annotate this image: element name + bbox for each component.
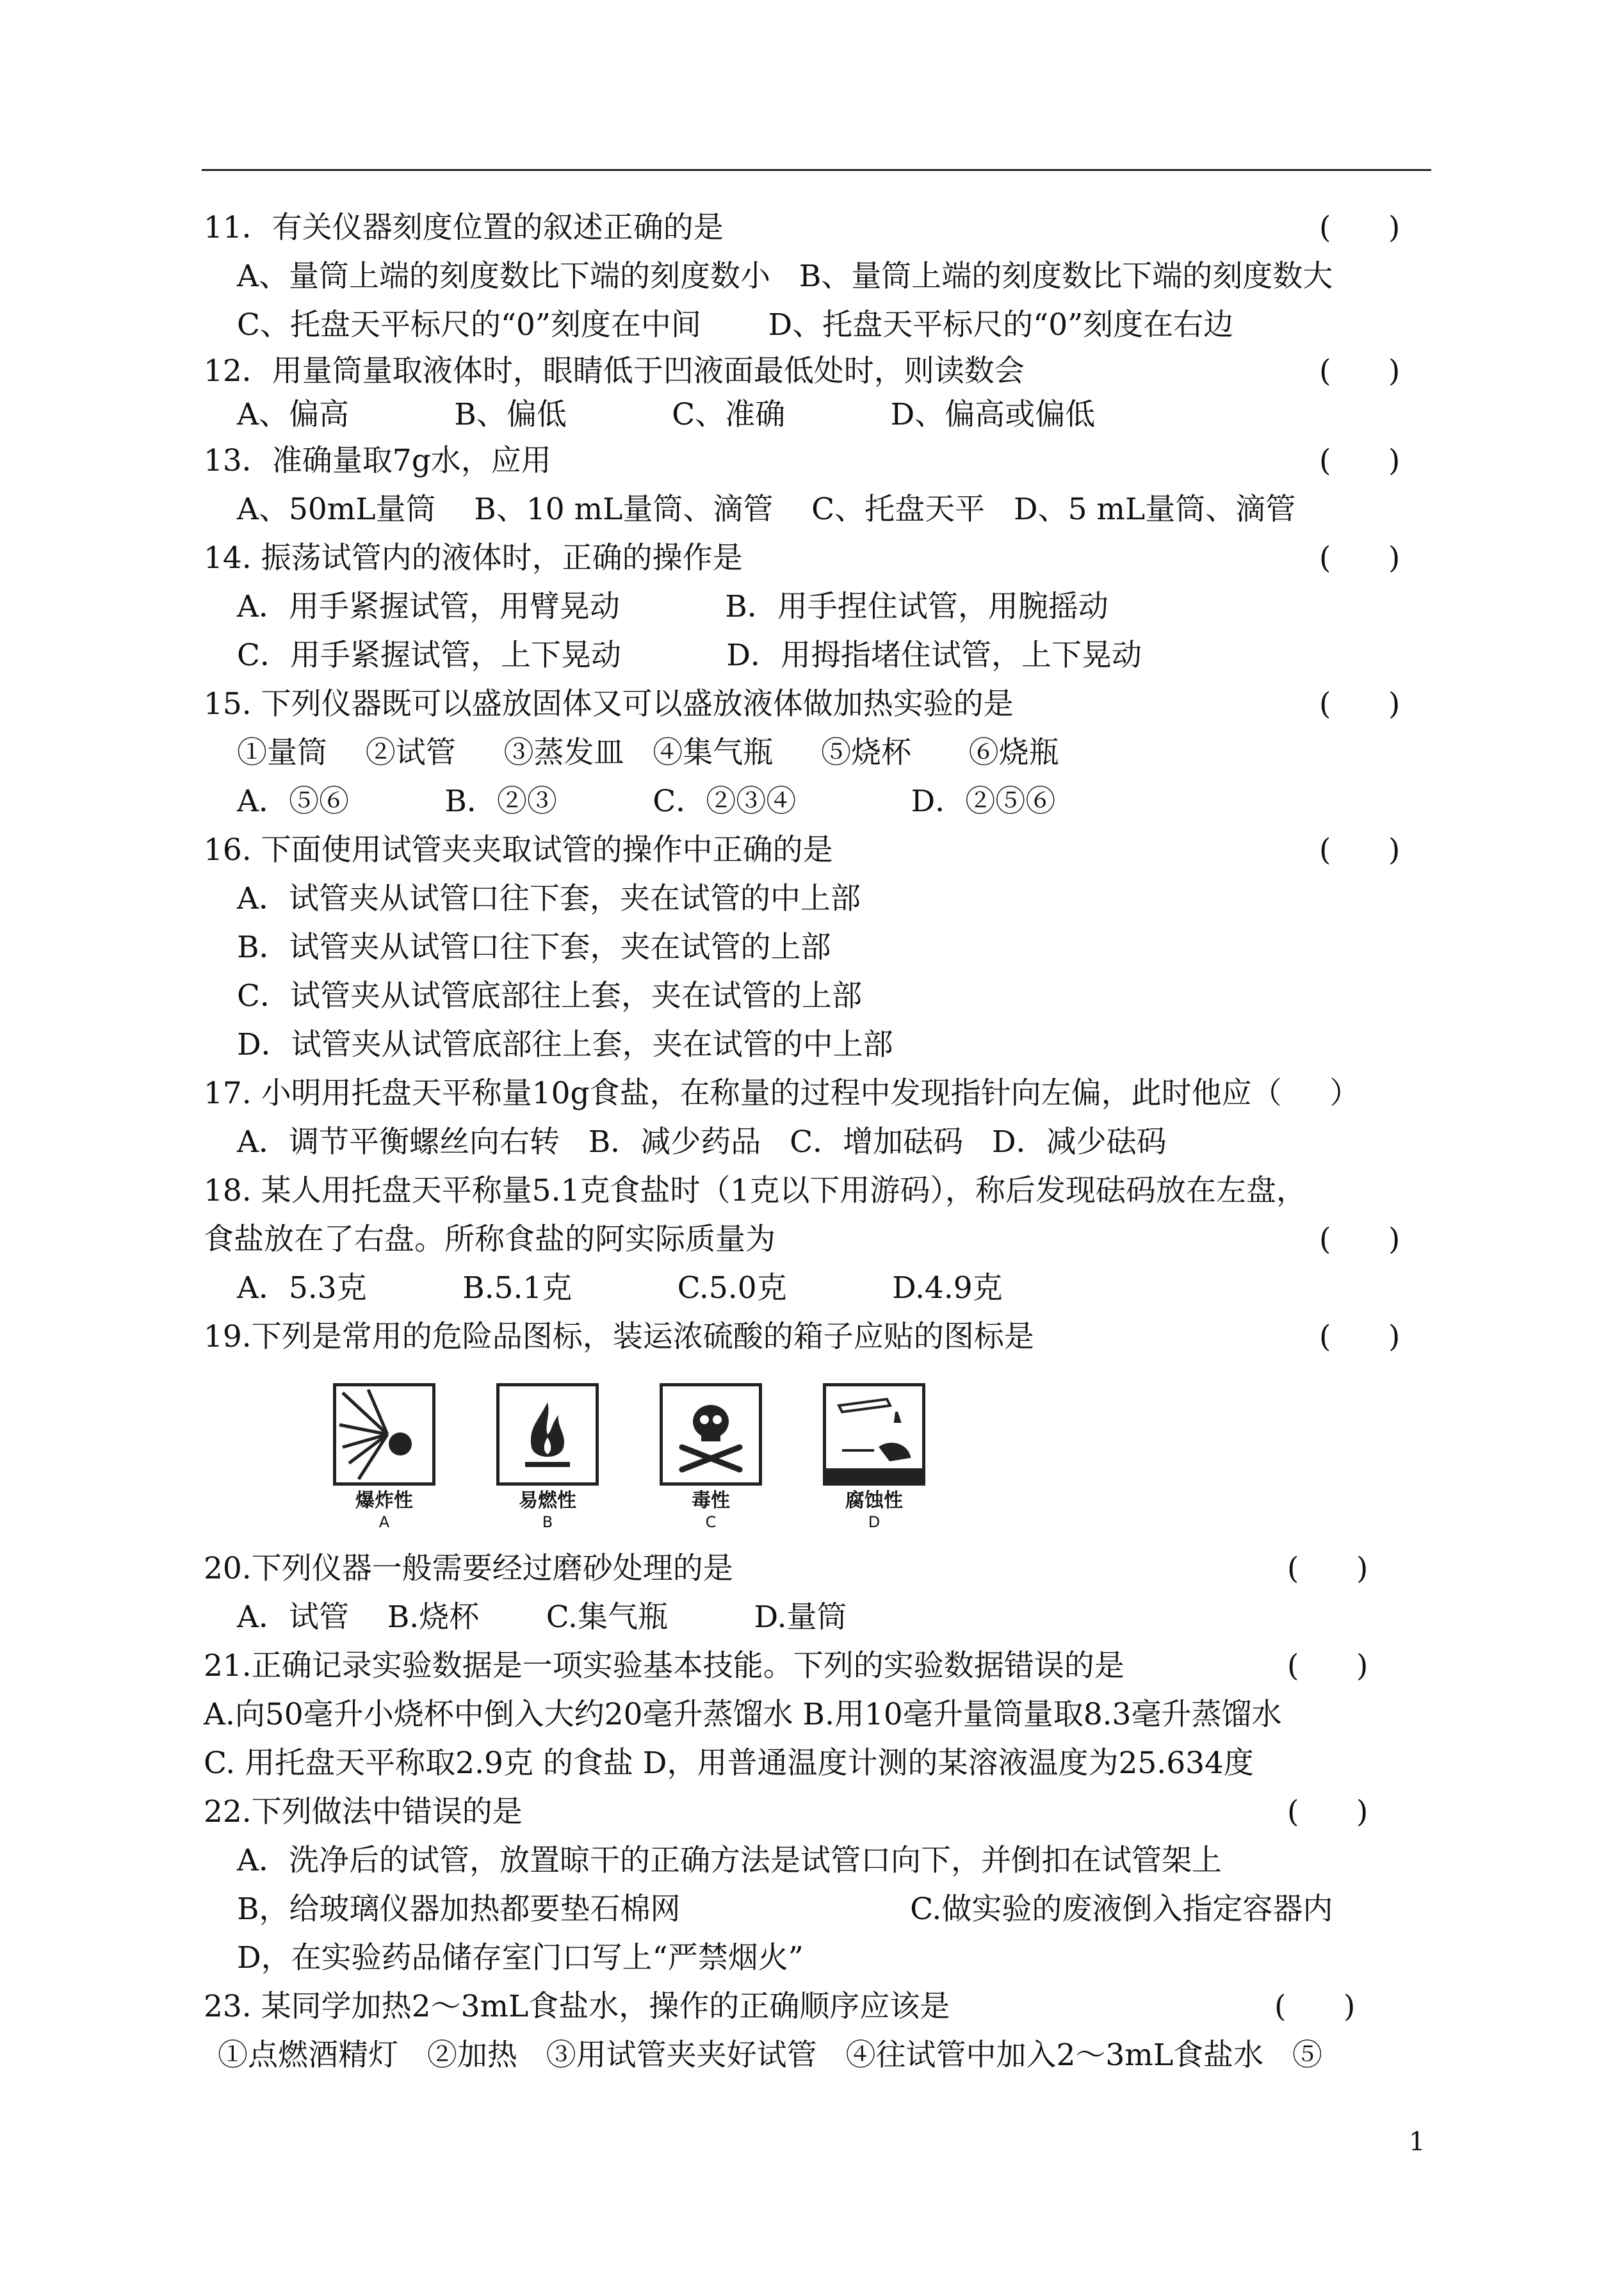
hazard-icons-figure [301, 1383, 1005, 1550]
question-14: 14. 振荡试管内的液体时，正确的操作是 [204, 540, 743, 576]
question-11: 11．有关仪器刻度位置的叙述正确的是 [204, 210, 724, 245]
option-line: A．试管夹从试管口往下套，夹在试管的中上部 [237, 881, 861, 916]
hazard-letter: D [868, 1513, 881, 1531]
hazard-letter: A [378, 1513, 390, 1531]
option-line: D．试管夹从试管底部往上套，夹在试管的中上部 [237, 1027, 893, 1062]
hazard-letter: B [542, 1513, 553, 1531]
answer-paren-16: ( ) [1319, 832, 1401, 868]
answer-paren-19: ( ) [1319, 1319, 1401, 1354]
option-line: A．洗净后的试管，放置晾干的正确方法是试管口向下，并倒扣在试管架上 [237, 1843, 1222, 1878]
question-12: 12．用量筒量取液体时，眼睛低于凹液面最低处时，则读数会 [204, 353, 1025, 389]
hazard-sign-a [333, 1383, 442, 1532]
answer-paren-11: ( ) [1319, 210, 1401, 245]
answer-paren-20: ( ) [1287, 1551, 1368, 1586]
option-line: A、50mL量筒 B、10 mL量筒、滴管 C、托盘天平 D、5 mL量筒、滴管 [237, 492, 1296, 527]
hazard-caption: 易燃性 [519, 1489, 576, 1512]
question-23: 23. 某同学加热2～3mL食盐水，操作的正确顺序应该是 [204, 1989, 950, 2024]
question-20: 20.下列仪器一般需要经过磨砂处理的是 [204, 1551, 733, 1586]
hazard-sign-d [823, 1383, 932, 1532]
option-line: A、偏高 B、偏低 C、准确 D、偏高或偏低 [237, 397, 1096, 432]
hazard-letter: C [705, 1513, 717, 1531]
option-line: A．用手紧握试管，用臂晃动 B．用手捏住试管，用腕摇动 [237, 589, 1108, 624]
question-17: 17. 小明用托盘天平称量10g食盐，在称量的过程中发现指针向左偏，此时他应（ ） [204, 1076, 1360, 1111]
answer-paren-13: ( ) [1319, 443, 1401, 478]
hazard-caption: 毒性 [692, 1489, 730, 1512]
option-line: A、量筒上端的刻度数比下端的刻度数小 B、量筒上端的刻度数比下端的刻度数大 [237, 259, 1333, 294]
page-number: 1 [1409, 2127, 1425, 2157]
answer-paren-18: ( ) [1319, 1222, 1401, 1257]
option-line: A．⑤⑥ B．②③ C．②③④ D．②⑤⑥ [237, 784, 1056, 819]
option-line: C．试管夹从试管底部往上套，夹在试管的上部 [237, 978, 862, 1014]
toxic-icon [660, 1383, 762, 1486]
option-line: B．试管夹从试管口往下套，夹在试管的上部 [237, 930, 831, 965]
hazard-sign-b [496, 1383, 605, 1532]
hazard-sign-c [660, 1383, 768, 1532]
hazard-caption: 腐蚀性 [845, 1489, 903, 1512]
option-line: A．试管 B.烧杯 C.集气瓶 D.量筒 [237, 1600, 847, 1635]
option-line: C．用手紧握试管，上下晃动 D．用拇指堵住试管，上下晃动 [237, 638, 1142, 673]
answer-paren-14: ( ) [1319, 540, 1401, 576]
option-line: A．调节平衡螺丝向右转 B．减少药品 C．增加砝码 D．减少砝码 [237, 1124, 1167, 1160]
hazard-caption: 爆炸性 [355, 1489, 413, 1512]
question-22: 22.下列做法中错误的是 [204, 1794, 523, 1829]
corrosive-icon [823, 1383, 925, 1486]
option-line: ①量筒 ②试管 ③蒸发皿 ④集气瓶 ⑤烧杯 ⑥烧瓶 [237, 735, 1059, 770]
question-16: 16. 下面使用试管夹夹取试管的操作中正确的是 [204, 832, 833, 868]
flammable-icon [496, 1383, 599, 1486]
option-line: B，给玻璃仪器加热都要垫石棉网 C.做实验的废液倒入指定容器内 [237, 1892, 1333, 1927]
question-19: 19.下列是常用的危险品图标，装运浓硫酸的箱子应贴的图标是 [204, 1319, 1034, 1354]
answer-paren-12: ( ) [1319, 353, 1401, 389]
option-line: D，在实验药品储存室门口写上“严禁烟火” [237, 1940, 804, 1975]
header-rule [202, 169, 1431, 171]
explosive-icon [333, 1383, 435, 1486]
question-21: 21.正确记录实验数据是一项实验基本技能。下列的实验数据错误的是 [204, 1648, 1125, 1683]
answer-paren-22: ( ) [1287, 1794, 1368, 1829]
option-line: A.向50毫升小烧杯中倒入大约20毫升蒸馏水 B.用10毫升量筒量取8.3毫升蒸馏水 [204, 1697, 1282, 1732]
option-line: C. 用托盘天平称取2.9克 的食盐 D，用普通温度计测的某溶液温度为25.634度 [204, 1746, 1254, 1781]
question-18: 18. 某人用托盘天平称量5.1克食盐时（1克以下用游码），称后发现砝码放在左盘， [204, 1173, 1306, 1208]
answer-paren-21: ( ) [1287, 1648, 1368, 1683]
option-line: ①点燃酒精灯 ②加热 ③用试管夹夹好试管 ④往试管中加入2～3mL食盐水 ⑤ [218, 2038, 1322, 2073]
answer-paren-23: ( ) [1274, 1989, 1356, 2024]
question-13: 13．准确量取7g水，应用 [204, 443, 551, 478]
answer-paren-15: ( ) [1319, 686, 1401, 722]
question-15: 15. 下列仪器既可以盛放固体又可以盛放液体做加热实验的是 [204, 686, 1014, 722]
question-18-continued: 食盐放在了右盘。所称食盐的阿实际质量为 [204, 1222, 775, 1257]
option-line: A．5.3克 B.5.1克 C.5.0克 D.4.9克 [237, 1270, 1003, 1306]
option-line: C、托盘天平标尺的“0”刻度在中间 D、托盘天平标尺的“0”刻度在右边 [237, 307, 1234, 343]
